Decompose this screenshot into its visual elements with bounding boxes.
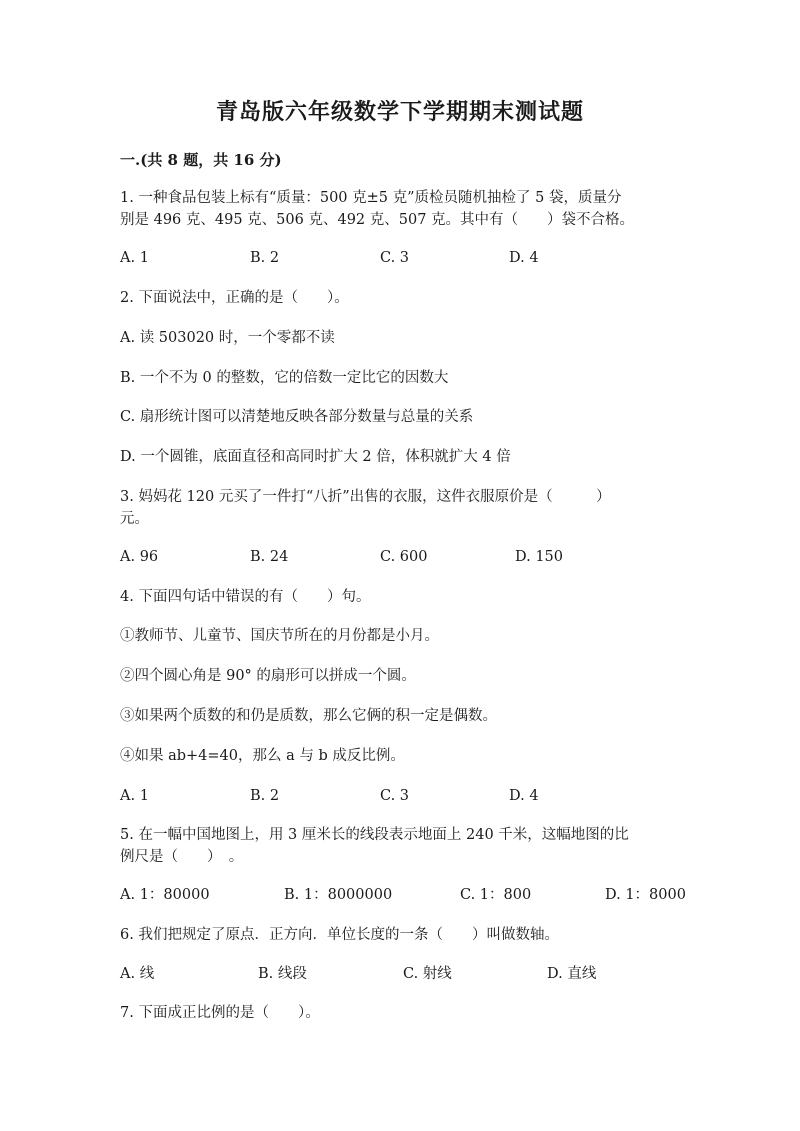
question-5-option-a: A. 1：80000 <box>120 887 210 903</box>
section-heading: 一.(共 8 题，共 16 分) <box>120 151 282 169</box>
question-1-option-c: C. 3 <box>380 250 410 266</box>
question-2-line-1: 2. 下面说法中，正确的是（ ）。 <box>120 290 349 306</box>
question-3-option-c: C. 600 <box>380 549 428 565</box>
question-5-option-c: C. 1：800 <box>460 887 532 903</box>
question-3-line-2: 元。 <box>120 511 149 527</box>
question-1-option-a: A. 1 <box>120 250 149 266</box>
question-4-statement-1: ①教师节、儿童节、国庆节所在的月份都是小月。 <box>120 628 439 644</box>
question-7-line-1: 7. 下面成正比例的是（ ）。 <box>120 1005 320 1021</box>
question-3-option-b: B. 24 <box>250 549 289 565</box>
question-4-statement-3: ③如果两个质数的和仍是质数，那么它俩的积一定是偶数。 <box>120 708 497 724</box>
question-1-line-1: 1. 一种食品包装上标有“质量：500 克±5 克”质检员随机抽检了 5 袋，质量分 <box>120 190 622 206</box>
question-2-option-c: C. 扇形统计图可以清楚地反映各部分数量与总量的关系 <box>120 409 474 425</box>
question-6-option-a: A. 线 <box>120 966 155 982</box>
question-5-option-d: D. 1：8000 <box>605 887 686 903</box>
question-4-statement-4: ④如果 ab+4=40，那么 a 与 b 成反比例。 <box>120 748 405 764</box>
question-6-option-d: D. 直线 <box>547 966 597 982</box>
question-5-line-2: 例尺是（ ） 。 <box>120 849 244 865</box>
question-1-option-d: D. 4 <box>509 250 539 266</box>
question-6-option-c: C. 射线 <box>403 966 452 982</box>
question-5-option-b: B. 1：8000000 <box>284 887 393 903</box>
question-1-option-b: B. 2 <box>250 250 280 266</box>
question-4-line-1: 4. 下面四句话中错误的有（ ）句。 <box>120 589 371 605</box>
question-2-option-b: B. 一个不为 0 的整数，它的倍数一定比它的因数大 <box>120 370 449 386</box>
question-1-line-2: 别是 496 克、495 克、506 克、492 克、507 克。其中有（ ）袋不合格。 <box>120 212 635 228</box>
question-3-line-1: 3. 妈妈花 120 元买了一件打“八折”出售的衣服，这件衣服原价是（ ） <box>120 489 611 505</box>
question-4-option-c: C. 3 <box>380 788 410 804</box>
question-6-option-b: B. 线段 <box>258 966 307 982</box>
question-4-option-b: B. 2 <box>250 788 280 804</box>
question-6-line-1: 6. 我们把规定了原点．正方向．单位长度的一条（ ）叫做数轴。 <box>120 927 559 943</box>
question-4-statement-2: ②四个圆心角是 90° 的扇形可以拼成一个圆。 <box>120 668 416 684</box>
page-title: 青岛版六年级数学下学期期末测试题 <box>215 99 584 125</box>
question-4-option-d: D. 4 <box>509 788 539 804</box>
question-4-option-a: A. 1 <box>120 788 149 804</box>
question-2-option-a: A. 读 503020 时，一个零都不读 <box>120 330 335 346</box>
question-5-line-1: 5. 在一幅中国地图上，用 3 厘米长的线段表示地面上 240 千米，这幅地图的比 <box>120 827 629 843</box>
question-3-option-d: D. 150 <box>515 549 564 565</box>
question-2-option-d: D. 一个圆锥，底面直径和高同时扩大 2 倍，体积就扩大 4 倍 <box>120 449 511 465</box>
question-3-option-a: A. 96 <box>120 549 159 565</box>
